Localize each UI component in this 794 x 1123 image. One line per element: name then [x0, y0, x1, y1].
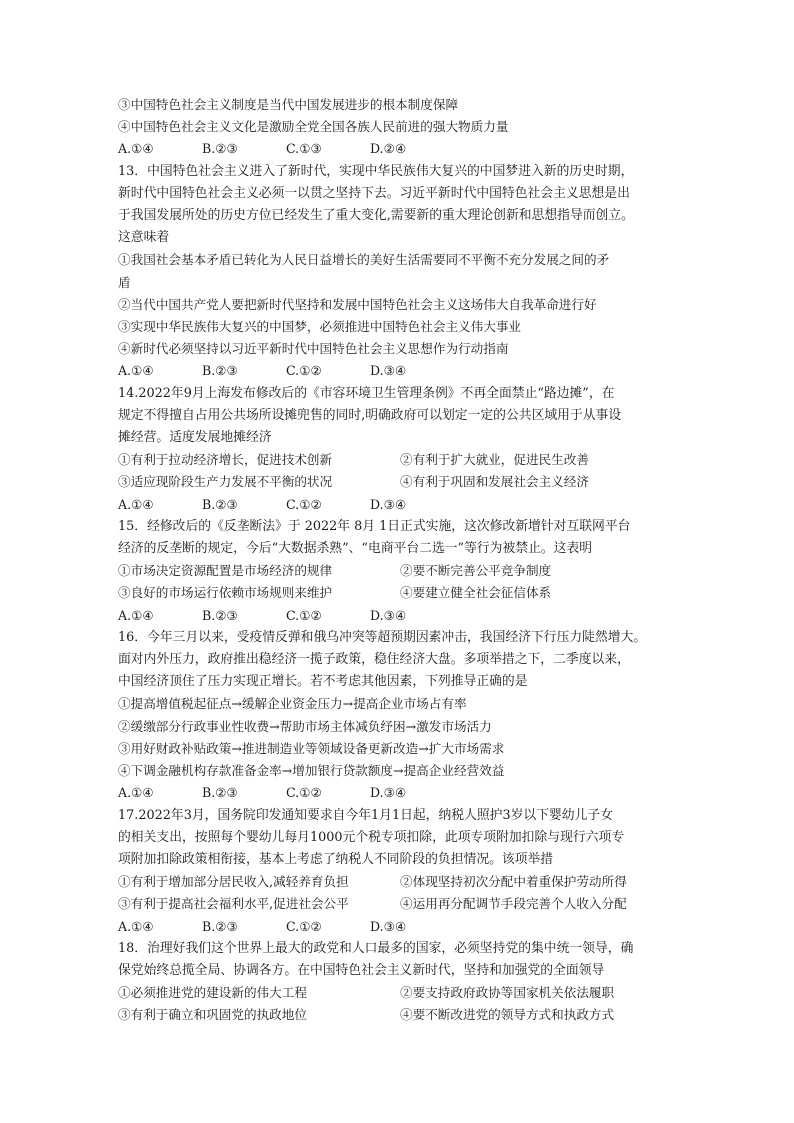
answer-choice: C.①② — [286, 918, 322, 934]
question-text-line: 的相关支出，按照每个婴幼儿每月1000元个税专项扣除，此项专项附加扣除与现行六项专 — [118, 829, 625, 845]
question-text-line: 面对内外压力，政府推出稳经济一揽子政策，稳住经济大盘。多项举措之下，二季度以来， — [118, 652, 630, 668]
option-pair-line — [118, 471, 688, 493]
option-pair-line — [118, 449, 688, 471]
question-text-line: 中国经济顶住了压力实现正增长。若不考虑其他因素，下列推导正确的是 — [118, 674, 528, 690]
answer-choice: D.③④ — [370, 607, 407, 623]
option-item: ③适应现阶段生产力发展不平衡的状况 — [118, 474, 333, 490]
question-text-line: 经济的反垄断的规定，今后“大数据杀熟”、“电商平台二选一”等行为被禁止。这表明 — [118, 541, 593, 557]
answer-choice: A.①④ — [118, 496, 154, 512]
option-line: ②当代中国共产党人要把新时代坚持和发展中国特色社会主义这场伟大自我革命进行好 — [118, 296, 597, 312]
answer-choice: B.②③ — [202, 785, 238, 801]
option-line: ①我国社会基本矛盾已转化为人民日益增长的美好生活需要同不平衡不充分发展之间的矛 — [118, 252, 610, 268]
option-pair-line — [118, 582, 688, 604]
option-item: ④要建立健全社会征信体系 — [400, 585, 552, 601]
option-item: ③有利于确立和巩固党的执政地位 — [118, 1007, 307, 1023]
answer-choices — [118, 138, 688, 160]
question-text-line: 17.2022年3月，国务院印发通知要求自今年1月1日起，纳税人照护3岁以下婴幼儿子女 — [118, 807, 613, 823]
option-item: ①有利于拉动经济增长，促进技术创新 — [118, 452, 333, 468]
answer-choices — [118, 360, 688, 382]
question-text-line: 18．治理好我们这个世界上最大的政党和人口最多的国家，必须坚持党的集中统一领导，确 — [118, 940, 634, 956]
option-line: ③实现中华民族伟大复兴的中国梦，必须推进中国特色社会主义伟大事业 — [118, 319, 521, 335]
exam-page — [118, 94, 688, 1027]
option-item: ④有利于巩固和发展社会主义经济 — [400, 474, 589, 490]
question-text-line: 摊经营。适度发展地摊经济 — [118, 430, 272, 446]
option-item: ①必须推进党的建设新的伟大工程 — [118, 985, 307, 1001]
answer-choice: C.①② — [286, 496, 322, 512]
option-line: ④新时代必须坚持以习近平新时代中国特色社会主义思想作为行动指南 — [118, 341, 509, 357]
option-item: ②体现坚持初次分配中着重保护劳动所得 — [400, 874, 627, 890]
answer-choice: A.①④ — [118, 141, 154, 157]
answer-choice: C.①② — [286, 785, 322, 801]
option-item: ②有利于扩大就业，促进民生改善 — [400, 452, 589, 468]
option-item: ②要不断完善公平竞争制度 — [400, 563, 552, 579]
answer-choices — [118, 782, 688, 804]
option-item: ③良好的市场运行依赖市场规则来维护 — [118, 585, 333, 601]
answer-choice: D.③④ — [370, 363, 407, 379]
option-line: ②缓缴部分行政事业性收费→帮助市场主体减负纾困→激发市场活力 — [118, 718, 492, 734]
answer-choices — [118, 494, 688, 516]
option-line: ①提高增值税起征点→缓解企业资金压力→提高企业市场占有率 — [118, 696, 467, 712]
question-text-line: 新时代中国特色社会主义必须一以贯之坚持下去。习近平新时代中国特色社会主义思想是出 — [118, 185, 630, 201]
option-item: ①有利于增加部分居民收入,减轻养育负担 — [118, 874, 349, 890]
question-text-line: 项附加扣除政策相衔接，基本上考虑了纳税人不同阶段的负担情况。该项举措 — [118, 851, 554, 867]
question-text-line: 保党始终总揽全局、协调各方。在中国特色社会主义新时代，坚持和加强党的全面领导 — [118, 962, 605, 978]
question-text-line: 14.2022年9月上海发布修改后的《市容环境卫生管理条例》不再全面禁止“路边摊”，在 — [118, 385, 615, 401]
answer-choice: C.①③ — [286, 141, 322, 157]
answer-choice: B.②③ — [202, 607, 238, 623]
answer-choices — [118, 605, 688, 627]
question-text-line: 13．中国特色社会主义进入了新时代，实现中华民族伟大复兴的中国梦进入新的历史时期， — [118, 163, 634, 179]
answer-choice: A.①④ — [118, 918, 154, 934]
answer-choice: C.①② — [286, 607, 322, 623]
option-pair-line — [118, 871, 688, 893]
answer-choice: B.②③ — [202, 918, 238, 934]
option-pair-line — [118, 982, 688, 1004]
answer-choice: C.①② — [286, 363, 322, 379]
question-text-line: 15．经修改后的《反垄断法》于 2022年 8月 1日正式实施，这次修改新增针对互联网平台 — [118, 518, 631, 534]
option-line: ③中国特色社会主义制度是当代中国发展进步的根本制度保障 — [118, 97, 459, 112]
answer-choice: A.①④ — [118, 363, 154, 379]
option-pair-line — [118, 1004, 688, 1026]
option-pair-line — [118, 560, 688, 582]
option-line: 盾 — [118, 274, 131, 290]
answer-choices — [118, 916, 688, 938]
question-text-line: 于我国发展所处的历史方位已经发生了重大变化,需要新的重大理论创新和思想指导而创立。 — [118, 208, 634, 224]
option-line: ④下调金融机构存款准备金率→增加银行贷款额度→提高企业经营效益 — [118, 763, 505, 779]
option-item: ④要不断改进党的领导方式和执政方式 — [400, 1007, 615, 1023]
option-item: ④运用再分配调节手段完善个人收入分配 — [400, 896, 627, 912]
option-line: ④中国特色社会主义文化是激励全党全国各族人民前进的强大物质力量 — [118, 119, 509, 135]
question-text-line: 16．今年三月以来，受疫情反弹和俄乌冲突等超预期因素冲击，我国经济下行压力陡然增大。 — [118, 629, 647, 645]
answer-choice: D.②④ — [370, 141, 407, 157]
option-item: ②要支持政府政协等国家机关依法履职 — [400, 985, 615, 1001]
question-text-line: 这意味着 — [118, 230, 170, 246]
answer-choice: D.③④ — [370, 496, 407, 512]
question-text-line: 规定不得擅自占用公共场所设摊兜售的同时,明确政府可以划定一定的公共区域用于从事设 — [118, 407, 622, 423]
answer-choice: D.③④ — [370, 918, 407, 934]
option-item: ①市场决定资源配置是市场经济的规律 — [118, 563, 333, 579]
option-line: ③用好财政补贴政策→推进制造业等领域设备更新改造→扩大市场需求 — [118, 740, 505, 756]
option-pair-line — [118, 893, 688, 915]
answer-choice: B.②③ — [202, 363, 238, 379]
option-item: ③有利于提高社会福利水平,促进社会公平 — [118, 896, 349, 912]
answer-choice: B.②③ — [202, 496, 238, 512]
answer-choice: A.①④ — [118, 607, 154, 623]
answer-choice: B.②③ — [202, 141, 238, 157]
answer-choice: D.③④ — [370, 785, 407, 801]
answer-choice: A.①④ — [118, 785, 154, 801]
